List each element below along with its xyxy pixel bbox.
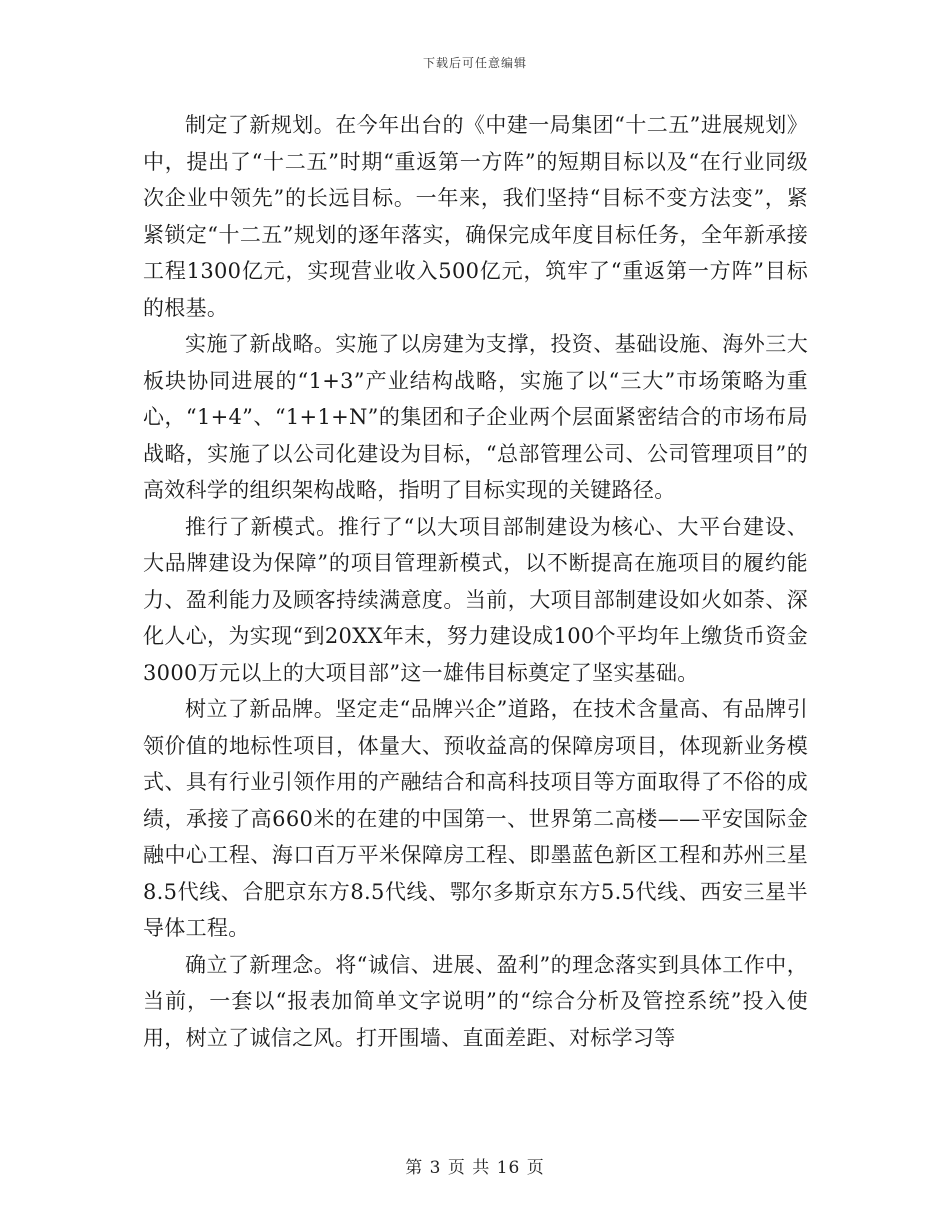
- paragraph-new-planning: 制定了新规划。在今年出台的《中建一局集团“十二五”进展规划》中，提出了“十二五”时期“重返第一方阵”的短期目标以及“在行业同级次企业中领先”的长远目标。一年来，我们坚持“目标不变方法变”，紧紧锁定“十二五”规划的逐年落实，确保完成年度目标任务，全年新承接工程1300亿元，实现营业收入500亿元，筑牢了“重返第一方阵”目标的根基。: [143, 113, 808, 320]
- paragraph-new-concept: 确立了新理念。将“诚信、进展、盈利”的理念落实到具体工作中，当前，一套以“报表加简单文字说明”的“综合分析及管控系统”投入使用，树立了诚信之风。打开围墙、直面差距、对标学习等: [143, 952, 808, 1050]
- page-header: 下载后可任意编辑: [422, 56, 527, 70]
- page-footer: 第 3 页 共 16 页: [405, 1158, 545, 1178]
- paragraph-new-brand: 树立了新品牌。坚定走“品牌兴企”道路，在技术含量高、有品牌引领价值的地标性项目，体量大、预收益高的保障房项目，体现新业务模式、具有行业引领作用的产融结合和高科技项目等方面取得了不俗的成绩，承接了高660米的在建的中国第一、世界第二高楼——平安国际金融中心工程、海口百万平米保障房工程、即墨蓝色新区工程和苏州三星8.5代线、合肥京东方8.5代线、鄂尔多斯京东方5.5代线、西安三星半导体工程。: [143, 697, 808, 940]
- paragraph-new-strategy: 实施了新战略。实施了以房建为支撑，投资、基础设施、海外三大板块协同进展的“1+3”产业结构战略，实施了以“三大”市场策略为重心，“1+4”、“1+1+N”的集团和子企业两个层面紧密结合的市场布局战略，实施了以公司化建设为目标，“总部管理公司、公司管理项目”的高效科学的组织架构战略，指明了目标实现的关键路径。: [143, 332, 808, 502]
- document-body: [143, 107, 808, 1056]
- paragraph-new-model: 推行了新模式。推行了“以大项目部制建设为核心、大平台建设、大品牌建设为保障”的项目管理新模式，以不断提高在施项目的履约能力、盈利能力及顾客持续满意度。当前，大项目部制建设如火如荼、深化人心，为实现“到20XX年末，努力建设成100个平均年上缴货币资金3000万元以上的大项目部”这一雄伟目标奠定了坚实基础。: [143, 514, 808, 685]
